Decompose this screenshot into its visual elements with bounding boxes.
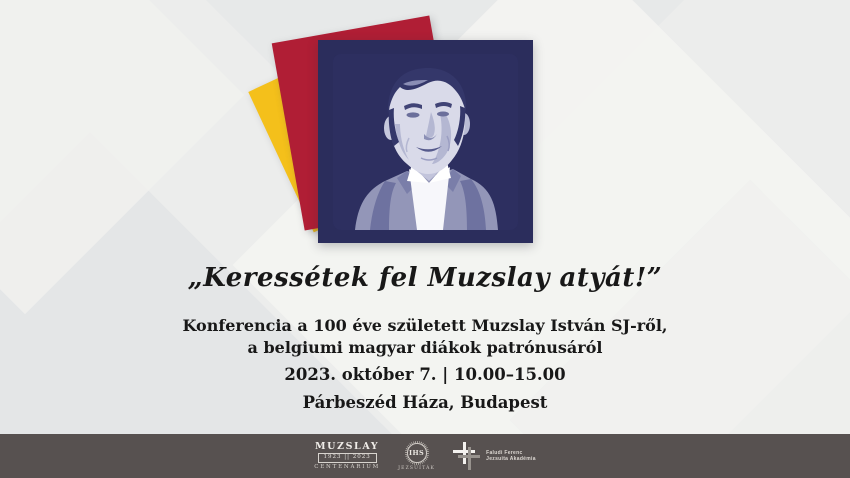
footer-bar	[0, 434, 850, 478]
muzslay-logo-subtitle: CENTENÁRIUM	[314, 463, 381, 470]
jesuit-logo-label: JEZSUITÁK	[398, 465, 436, 471]
poster-title: „Keressétek fel Muzslay atyát!”	[187, 263, 663, 293]
poster-subtitle	[0, 315, 850, 359]
subtitle-line-1: Konferencia a 100 éve született Muzslay István SJ-ről,	[182, 316, 668, 335]
faludi-logo-line-1: Faludi Ferenc	[486, 450, 523, 456]
portrait-frame	[318, 40, 533, 243]
faludi-academy-logo	[453, 442, 536, 470]
event-date: 2023. október 7. | 10.00–15.00	[284, 365, 566, 384]
double-cross-icon	[453, 442, 481, 470]
event-venue: Párbeszéd Háza, Budapest	[302, 393, 548, 412]
faludi-logo-line-2: Jezsuita Akadémia	[486, 456, 536, 462]
jesuit-order-logo	[398, 441, 435, 472]
muzslay-centenary-logo	[314, 442, 380, 471]
ihs-medallion-icon	[405, 441, 429, 465]
subtitle-line-2: a belgiumi magyar diákok patrónusáról	[247, 338, 603, 357]
portrait-illustration	[333, 54, 518, 230]
muzslay-logo-years: 1923 || 2023	[318, 453, 377, 463]
muzslay-portrait-image	[333, 54, 518, 230]
faludi-logo-text	[486, 450, 536, 462]
muzslay-logo-name: MUZSLAY	[315, 440, 380, 452]
ihs-monogram: IHS	[407, 443, 427, 463]
